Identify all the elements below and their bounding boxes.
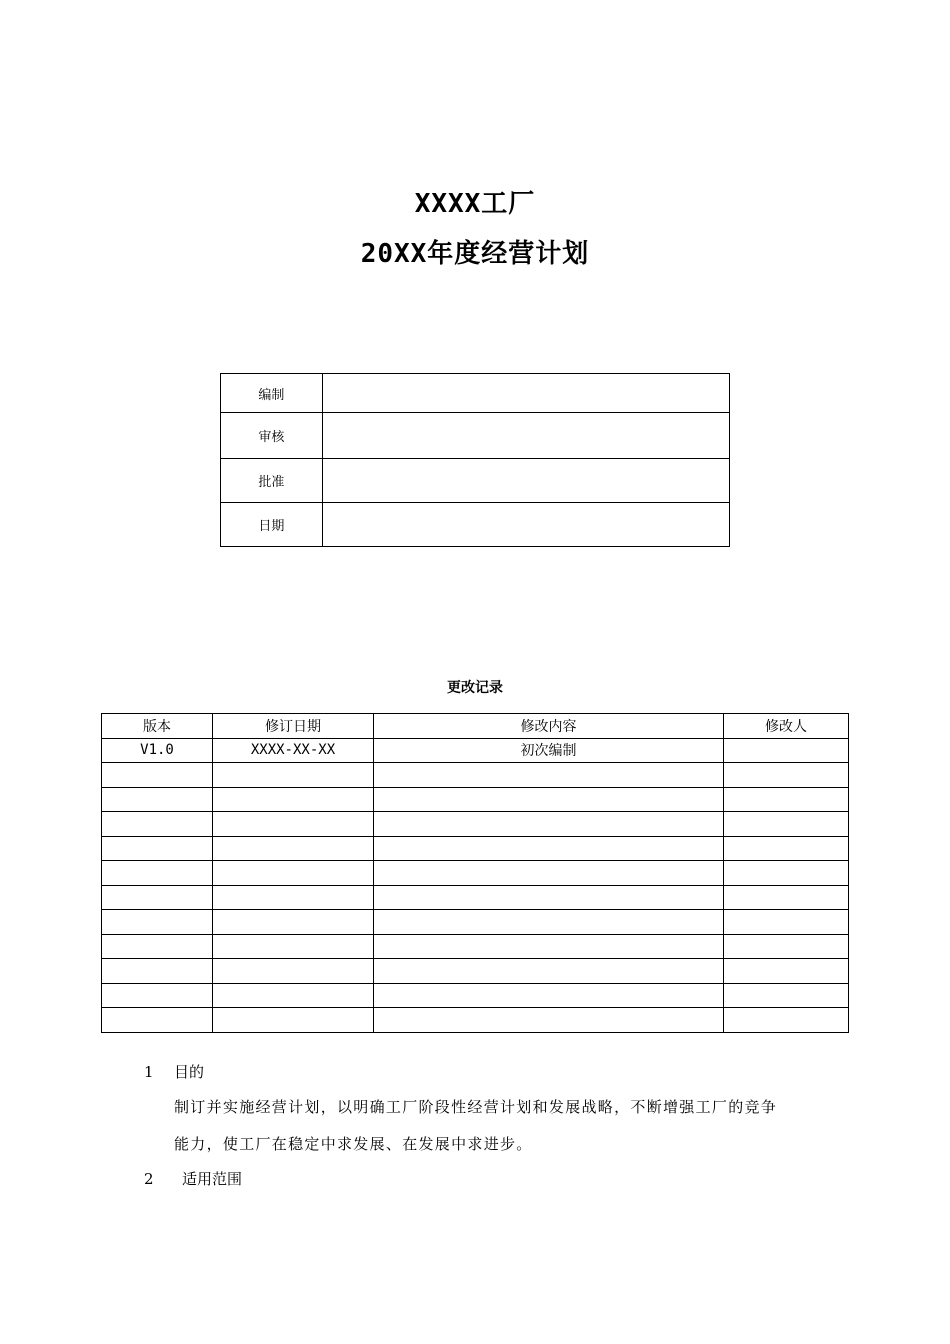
table-cell [724, 983, 849, 1008]
column-header: 修改人 [724, 714, 849, 739]
table-cell [102, 983, 213, 1008]
table-cell [724, 885, 849, 910]
table-cell [724, 763, 849, 788]
table-cell [213, 763, 374, 788]
approval-row [221, 374, 730, 413]
table-cell [102, 787, 213, 812]
table-cell [213, 934, 374, 959]
table-cell [102, 812, 213, 837]
change-log-header [102, 714, 849, 739]
approval-label: 日期 [221, 503, 323, 547]
section-title: 目的 [174, 1063, 205, 1081]
table-cell [374, 787, 724, 812]
table-row [102, 787, 849, 812]
table-row [102, 812, 849, 837]
table-cell [724, 861, 849, 886]
paragraph-line: 能力，使工厂在稳定中求发展、在发展中求进步。 [174, 1135, 533, 1153]
table-cell [724, 738, 849, 763]
column-header: 修改内容 [374, 714, 724, 739]
table-cell [374, 910, 724, 935]
table-row [102, 934, 849, 959]
table-cell [102, 861, 213, 886]
change-log-title: 更改记录 [447, 680, 503, 696]
table-cell [102, 885, 213, 910]
table-cell [213, 983, 374, 1008]
table-cell [374, 959, 724, 984]
section-number: 1 [144, 1063, 154, 1081]
table-cell [213, 959, 374, 984]
document-subtitle: 20XX年度经营计划 [360, 239, 590, 269]
table-cell [102, 763, 213, 788]
table-cell [213, 861, 374, 886]
table-row [102, 910, 849, 935]
approval-value [322, 413, 729, 459]
column-header: 版本 [102, 714, 213, 739]
table-row [102, 836, 849, 861]
table-cell [213, 836, 374, 861]
table-cell: 初次编制 [374, 738, 724, 763]
table-cell [213, 787, 374, 812]
table-row [102, 885, 849, 910]
table-cell [374, 861, 724, 886]
section-heading [144, 1168, 242, 1189]
approval-row [221, 459, 730, 503]
table-row [102, 763, 849, 788]
table-cell [374, 934, 724, 959]
table-cell [724, 959, 849, 984]
approval-table [220, 373, 730, 547]
table-row [102, 983, 849, 1008]
table-cell [374, 836, 724, 861]
table-cell [724, 812, 849, 837]
table-cell [102, 959, 213, 984]
table-cell [213, 812, 374, 837]
approval-row [221, 413, 730, 459]
table-cell [102, 1008, 213, 1033]
table-cell [724, 787, 849, 812]
table-row [102, 861, 849, 886]
table-cell: V1.0 [102, 738, 213, 763]
table-cell [102, 836, 213, 861]
table-cell [102, 934, 213, 959]
table-cell [102, 910, 213, 935]
approval-label: 编制 [221, 374, 323, 413]
table-cell [374, 812, 724, 837]
table-cell [374, 983, 724, 1008]
table-cell [213, 885, 374, 910]
table-cell [374, 885, 724, 910]
table-cell [374, 1008, 724, 1033]
table-row [102, 738, 849, 763]
table-cell [374, 763, 724, 788]
approval-label: 批准 [221, 459, 323, 503]
section-heading [144, 1061, 204, 1082]
table-cell [213, 910, 374, 935]
table-row [102, 1008, 849, 1033]
table-cell [724, 910, 849, 935]
paragraph-line: 制订并实施经营计划，以明确工厂阶段性经营计划和发展战略，不断增强工厂的竞争 [174, 1098, 778, 1116]
table-cell [724, 934, 849, 959]
approval-value [322, 459, 729, 503]
section-title: 适用范围 [182, 1170, 243, 1188]
change-log-table [101, 713, 849, 1033]
document-title: XXXX工厂 [414, 189, 536, 219]
approval-label: 审核 [221, 413, 323, 459]
table-cell [724, 836, 849, 861]
table-cell [724, 1008, 849, 1033]
approval-value [322, 374, 729, 413]
column-header: 修订日期 [213, 714, 374, 739]
table-cell [213, 1008, 374, 1033]
table-row [102, 959, 849, 984]
table-cell: XXXX-XX-XX [213, 738, 374, 763]
section-number: 2 [144, 1170, 154, 1188]
approval-value [322, 503, 729, 547]
approval-row [221, 503, 730, 547]
